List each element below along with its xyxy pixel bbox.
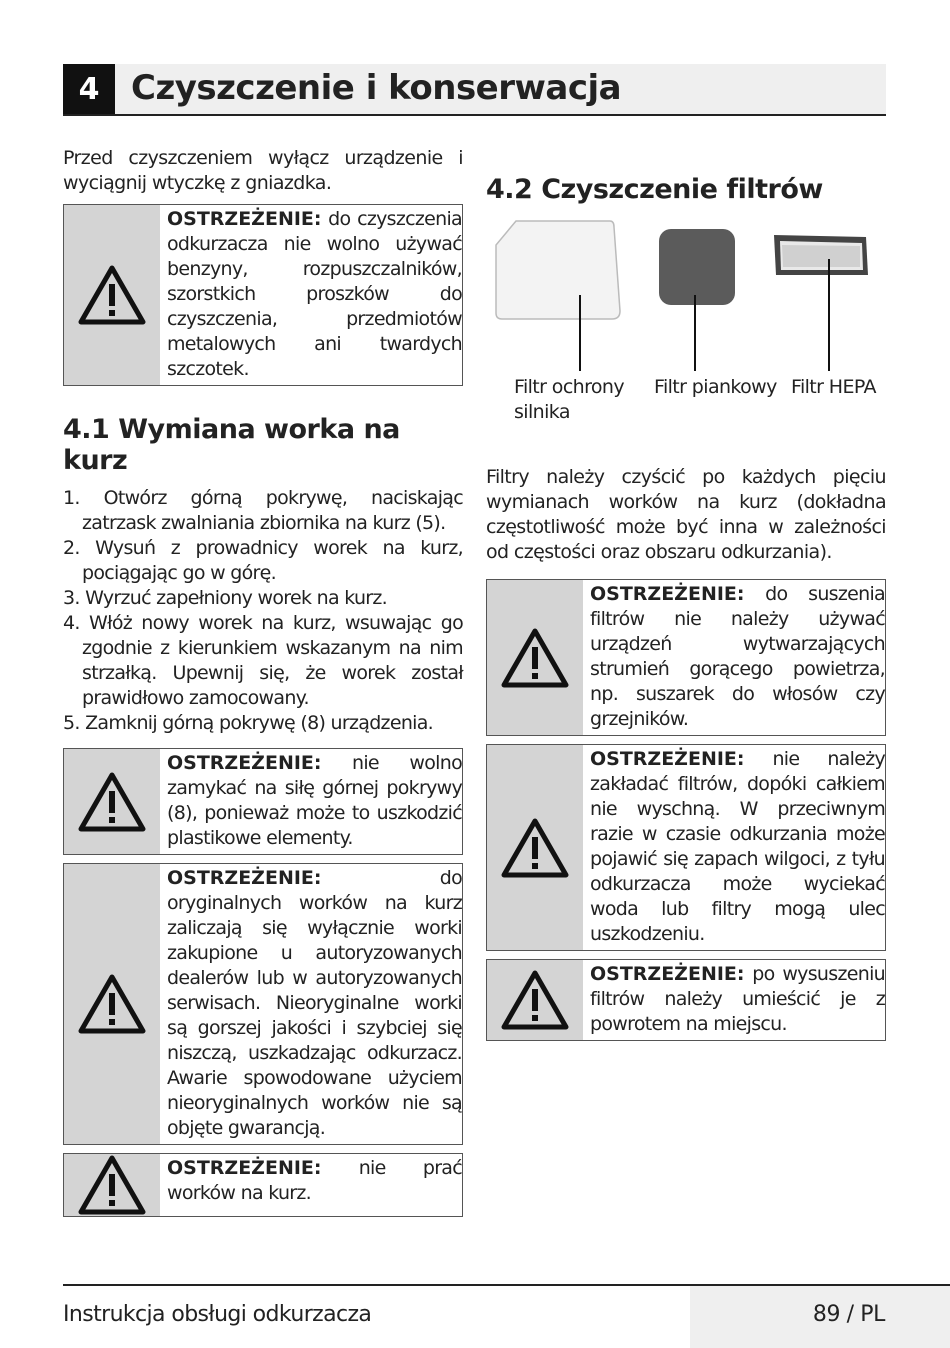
filters-drawing xyxy=(486,215,886,385)
section-title-4-1: 4.1 Wymiana worka na kurz xyxy=(63,414,400,476)
warning-label: OSTRZEŻENIE: xyxy=(167,208,322,230)
hepa-filter-label: Filtr HEPA xyxy=(791,376,876,398)
warning-triangle-icon xyxy=(64,1154,160,1216)
warning-body: nie należy zakładać filtrów, dopóki całkiem nie wyschną. W przeciwnym razie w czasie odkurzania może pojawić się zapach wilgoci, z tyłu odkurzacza może wyciekać woda lub filtry mogą ulec uszkodzeniu. xyxy=(590,748,886,945)
warning-label: OSTRZEŻENIE: xyxy=(590,963,745,985)
list-item: 3. Wyrzuć zapełniony worek na kurz. xyxy=(63,587,388,609)
right-column xyxy=(486,146,886,1049)
warning-label: OSTRZEŻENIE: xyxy=(590,583,745,605)
warning-box xyxy=(63,863,463,1145)
warning-text xyxy=(160,749,462,854)
warning-text xyxy=(160,1154,462,1216)
foam-filter-image xyxy=(659,229,735,305)
steps-list xyxy=(63,486,463,736)
warning-box xyxy=(486,579,886,736)
chapter-title: Czyszczenie i konserwacja xyxy=(131,68,622,108)
warning-label: OSTRZEŻENIE: xyxy=(590,748,745,770)
left-column xyxy=(63,146,463,1225)
warning-box xyxy=(63,748,463,855)
motor-filter-image xyxy=(496,221,620,319)
list-item: 4. Włóż nowy worek na kurz, wsuwając go zgodnie z kierunkiem wskazanym na nim strzałką. Upewnij się, że worek został prawidłowo zamocowany. xyxy=(63,612,463,709)
warning-triangle-icon xyxy=(64,749,160,854)
warning-triangle-icon xyxy=(487,960,583,1040)
warning-box xyxy=(486,959,886,1041)
warning-label: OSTRZEŻENIE: xyxy=(167,752,322,774)
footer-manual-title: Instrukcja obsługi odkurzacza xyxy=(63,1302,372,1327)
warning-box xyxy=(63,1153,463,1217)
warning-body: do oryginalnych worków na kurz zaliczają się wyłącznie worki zakupione u autoryzowanych dealerów lub w autoryzowanych serwisach. Nieoryginalne worki są gorszej jakości i szybciej się niszczą, uszkadzając odkurzacz. Awarie spowodowane użyciem nieoryginalnych worków nie są objęte gwarancją. xyxy=(167,867,462,1139)
motor-filter-label: Filtr ochrony silnika xyxy=(514,376,625,423)
warning-triangle-icon xyxy=(487,745,583,950)
warning-text xyxy=(583,745,885,950)
warning-text xyxy=(583,960,885,1040)
chapter-number: 4 xyxy=(63,64,115,114)
warning-label: OSTRZEŻENIE: xyxy=(167,867,322,889)
warning-box xyxy=(63,204,463,386)
warning-body: nie wolno zamykać na siłę górnej pokrywy (8), ponieważ może to uszkodzić plastikowe elementy. xyxy=(167,752,463,849)
section-title-4-2: 4.2 Czyszczenie filtrów xyxy=(486,174,823,205)
filters-paragraph: Filtry należy czyścić po każdych pięciu wymianach worków na kurz (dokładna częstotliwość może być inna w zależności od częstości oraz obszaru odkurzania). xyxy=(486,466,886,563)
warning-body: do czyszczenia odkurzacza nie wolno używać benzyny, rozpuszczalników, szorstkich proszków do czyszczenia, przedmiotów metalowych ani twardych szczotek. xyxy=(167,208,462,380)
warning-body: nie prać worków na kurz. xyxy=(167,1157,462,1204)
warning-text xyxy=(160,864,462,1144)
warning-body: po wysuszeniu filtrów należy umieścić je z powrotem na miejscu. xyxy=(590,963,885,1035)
warning-label: OSTRZEŻENIE: xyxy=(167,1157,322,1179)
page-number: 89 / PL xyxy=(812,1302,885,1327)
foam-filter-label: Filtr piankowy xyxy=(654,376,777,398)
warning-triangle-icon xyxy=(487,580,583,735)
chapter-header xyxy=(63,64,886,116)
list-item: 2. Wysuń z prowadnicy worek na kurz, pociągając go w górę. xyxy=(63,537,463,584)
warning-box xyxy=(486,744,886,951)
list-item: 5. Zamknij górną pokrywę (8) urządzenia. xyxy=(63,712,434,734)
intro-text: Przed czyszczeniem wyłącz urządzenie i wyciągnij wtyczkę z gniazdka. xyxy=(63,147,463,194)
list-item: 1. Otwórz górną pokrywę, naciskając zatrzask zwalniania zbiornika na kurz (5). xyxy=(63,487,463,534)
filters-illustration xyxy=(486,215,886,465)
warning-triangle-icon xyxy=(64,864,160,1144)
warning-body: do suszenia filtrów nie należy używać urządzeń wytwarzających strumień gorącego powietrza, np. suszarek do włosów czy grzejników. xyxy=(590,583,885,730)
warning-text xyxy=(583,580,885,735)
warning-triangle-icon xyxy=(64,205,160,385)
hepa-filter-image xyxy=(774,235,868,275)
warning-text xyxy=(160,205,462,385)
